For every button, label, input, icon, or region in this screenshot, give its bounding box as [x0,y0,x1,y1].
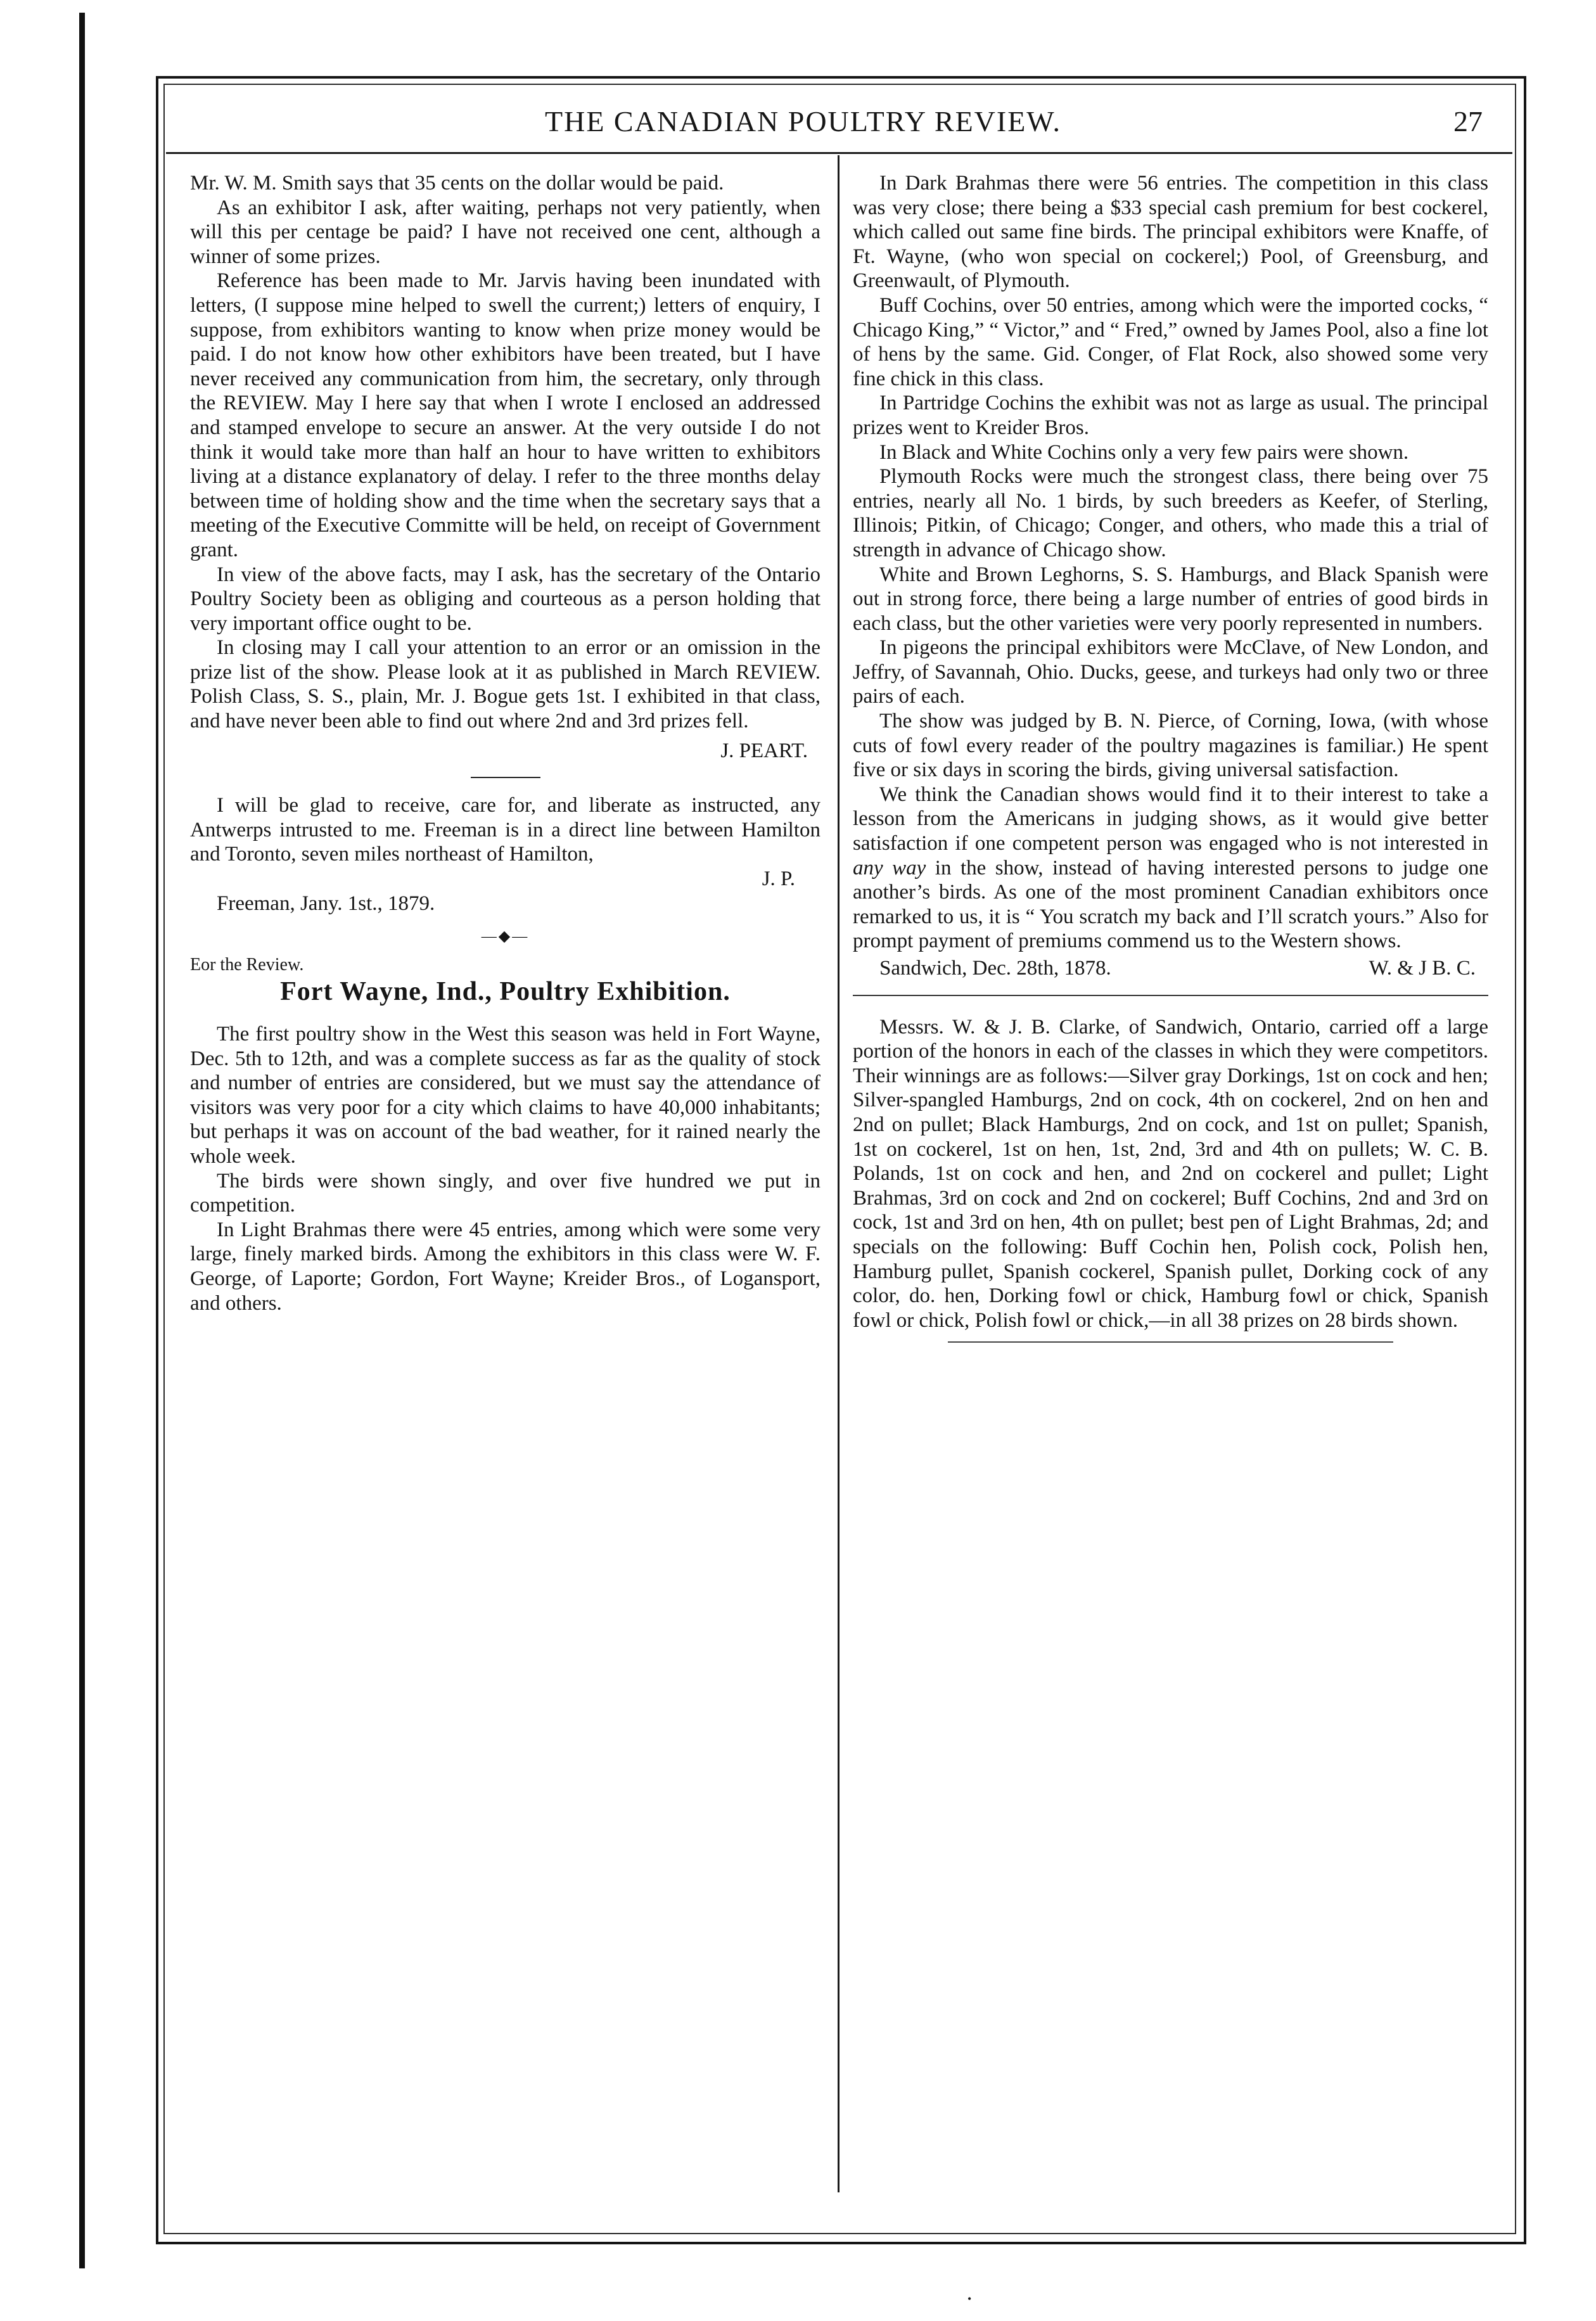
right-column [853,171,1488,1343]
section-ornament: —◆— [481,928,530,945]
article-paragraph: In Light Brahmas there were 45 entries, among which were some very large, finely marked birds. Among the exhibitors in this class were W. F. George, of Laporte; Gordon, Fort Wayne; Kreider Bros., of Logansport, and others. [190,1218,820,1315]
emphasis-text: any way [853,856,926,879]
article-signoff [853,956,1488,981]
notice-paragraph: I will be glad to receive, care for, and liberate as instructed, any Antwerps intrusted to me. Freeman is in a direct line between Hamilton and Toronto, seven miles northeast of Hamilton, [190,794,820,866]
article-paragraph: In Black and White Cochins only a very few pairs were shown. [879,440,1409,464]
letter-paragraph: In view of the above facts, may I ask, has the secretary of the Ontario Poultry Society been as obliging and courteous as a person holding that very important office ought to be. [190,563,820,635]
article-paragraph: The first poultry show in the West this season was held in Fort Wayne, Dec. 5th to 12th, and was a complete success as far as the quality of stock and number of entries are considered, but we must say the attendance of visitors was very poor for a city which claims to have 40,000 inhabitants; but perhaps it was on account of the bad weather, for it rained nearly the whole week. [190,1023,820,1168]
article-paragraph: In pigeons the principal exhibitors were McClave, of New London, and Jeffry, of Savannah, Ohio. Ducks, geese, and turkeys had only two or three pairs of each. [853,636,1488,708]
letter-signature: J. PEART. [720,739,808,762]
end-rule [948,1341,1393,1343]
letter-paragraph: As an exhibitor I ask, after waiting, perhaps not very patiently, when will this per centage be paid? I have not received one cent, although a winner of some prizes. [190,196,820,268]
article-paragraph: Plymouth Rocks were much the strongest class, there being over 75 entries, nearly all No. 1 birds, by such breeders as Keefer, of Sterling, Illinois; Pitkin, of Chicago; Conger, and others, who made this a trial of strength in advance of Chicago show. [853,465,1488,561]
print-speck: • [967,2292,972,2305]
article-paragraph: In Partridge Cochins the exhibit was not as large as usual. The principal prizes went to Kreider Bros. [853,392,1488,439]
closing-text-part: We think the Canadian shows would find it to their interest to take a lesson from the Americans in judging shows, as it would give better satisfaction if one competent person was engaged who is not interested in [853,783,1488,855]
section-rule [471,777,540,778]
article-paragraph: Buff Cochins, over 50 entries, among which were the imported cocks, “ Chicago King,” “ Victor,” and “ Fred,” owned by James Pool, also a fine lot of hens by the same. Gid. Conger, of Flat Rock, also showed some very fine chick in this class. [853,293,1488,390]
article-paragraph: In Dark Brahmas there were 56 entries. The competition in this class was very close; there being a $33 special cash premium for best cockerel, which called out same fine birds. The principal exhibitors were Knaffe, of Ft. Wayne, (who won special on cockerel;) Pool, of Greensburg, and Greenwault, of Plymouth. [853,172,1488,293]
section-rule [853,995,1488,996]
notice-dateline: Freeman, Jany. 1st., 1879. [217,892,435,915]
letter-paragraph: Reference has been made to Mr. Jarvis having been inundated with letters, (I suppose mine helped to swell the current;) letters of enquiry, I suppose, from exhibitors wanting to know when prize money would be paid. I do not know how other exhibitors have been treated, but I have never received any communication from him, the secretary, only through the REVIEW. May I here say that when I wrote I enclosed an addressed and stamped envelope to secure an answer. At the very outside I do not think it would take more than half an hour to have written to exhibitors living at a distance explanatory of delay. I refer to the three months delay between time of holding show and the time when the secretary says that a meeting of the Executive Committe will be held, on receipt of Government grant. [190,269,820,561]
publication-title: THE CANADIAN POULTRY REVIEW. [545,105,1061,137]
credit-line: Eor the Review. [190,954,304,975]
article-dateline: Sandwich, Dec. 28th, 1878. [879,957,1111,980]
left-column [190,171,820,1315]
article-paragraph: The birds were shown singly, and over five hundred we put in competition. [190,1169,820,1217]
running-header [190,105,1483,143]
closing-paragraph [853,783,1488,954]
notice-signature: J. P. [762,867,795,891]
article-paragraph: The show was judged by B. N. Pierce, of Corning, Iowa, (with whose cuts of fowl every reader of the poultry magazines is familiar.) He spent five or six days in scoring the birds, giving universal satisfaction. [853,710,1488,782]
letter-paragraph: Mr. W. M. Smith says that 35 cents on the dollar would be paid. [190,172,724,195]
closing-text-part: in the show, instead of having interested persons to judge one another’s birds. As one of the most prominent Canadian exhibitors once remarked to us, it is “ You scratch my back and I’ll scratch yours.” Also for prompt payment of premiums commend us to the Western shows. [853,856,1488,953]
column-divider [838,155,839,2192]
article-paragraph: White and Brown Leghorns, S. S. Hamburgs, and Black Spanish were out in strong force, there being a large number of entries of good birds in each class, but the other varieties were very poorly represented in numbers. [853,563,1488,635]
page-edge-bar [79,13,85,2268]
article-signature: W. & J B. C. [1369,957,1476,980]
header-rule [166,152,1512,154]
page-number: 27 [1453,105,1483,137]
letter-paragraph: In closing may I call your attention to an error or an omission in the prize list of the show. Please look at it as published in March REVIEW. Polish Class, S. S., plain, Mr. J. Bogue gets 1st. I exhibited in that class, and have never been able to find out where 2nd and 3rd prizes fell. [190,636,820,733]
article-headline: Fort Wayne, Ind., Poultry Exhibition. [280,977,731,1007]
winnings-paragraph: Messrs. W. & J. B. Clarke, of Sandwich, Ontario, carried off a large portion of the honors in each of the classes in which they were competitors. Their winnings are as follows:—Silver gray Dorkings, 1st on cock and hen; Silver-spangled Hamburgs, 2nd on cock, 4th on cockerel, 2nd on hen and 2nd on pullet; Black Hamburgs, 2nd on cock, and 1st on pullet; Spanish, 1st on cockerel, 1st on hen, 1st, 2nd, 3rd and 4th on pullets; W. C. B. Polands, 1st on cock and hen, and 2nd on cockerel and pullet; Light Brahmas, 3rd on cock and 2nd on cockerel; Buff Cochins, 2nd and 3rd on cock, 1st and 3rd on hen, 4th on pullet; best pen of Light Brahmas, 2d; and specials on the following: Buff Cochin hen, Polish cock, Polish hen, Hamburg pullet, Spanish cockerel, Spanish pullet, Dorking cock of any color, do. hen, Dorking fowl or chick, Hamburg fowl or chick, Spanish fowl or chick, Polish fowl or chick,—in all 38 prizes on 28 birds shown. [853,1015,1488,1332]
